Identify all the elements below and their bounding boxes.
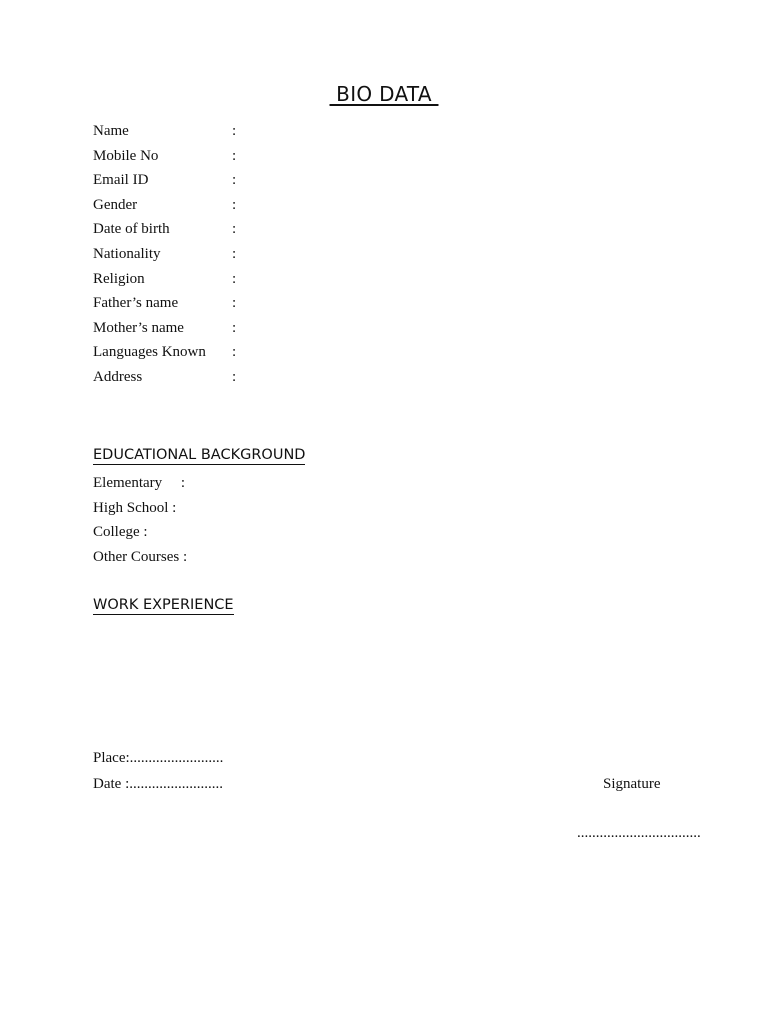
field-label: Religion	[93, 270, 145, 287]
field-row-mother	[93, 318, 393, 343]
field-label: Email ID	[93, 172, 149, 189]
field-label: Date of birth	[93, 221, 170, 238]
signature-line: .................................	[577, 825, 701, 841]
field-colon: :	[232, 245, 237, 262]
field-colon: :	[232, 319, 237, 336]
field-label: Nationality	[93, 245, 161, 262]
field-label: Name	[93, 123, 129, 139]
field-row-address	[93, 367, 393, 392]
field-row-religion	[93, 269, 393, 294]
field-row-name	[93, 121, 393, 146]
education-heading: EDUCATIONAL BACKGROUND	[93, 447, 306, 463]
field-row-gender	[93, 195, 393, 220]
field-label: Father’s name	[93, 295, 179, 312]
field-colon: :	[232, 172, 237, 189]
education-item: Other Courses :	[93, 548, 188, 565]
signature-label: Signature	[603, 776, 661, 792]
work-experience-heading: WORK EXPERIENCE	[93, 597, 234, 613]
field-label: Gender	[93, 196, 138, 213]
education-list	[93, 473, 187, 571]
document-title	[0, 82, 768, 106]
field-label: Address	[93, 368, 143, 385]
title-text: BIO DATA	[329, 82, 439, 106]
field-colon: :	[232, 270, 237, 287]
field-colon: :	[232, 344, 237, 361]
field-label: Languages Known	[93, 344, 206, 361]
place-line: Place:.........................	[93, 750, 224, 766]
field-row-nationality	[93, 244, 393, 269]
date-line: Date :.........................	[93, 776, 223, 792]
field-row-languages	[93, 342, 393, 367]
field-label: Mother’s name	[93, 319, 184, 336]
field-row-dob	[93, 219, 393, 244]
field-row-email	[93, 170, 393, 195]
field-colon: :	[232, 221, 237, 238]
field-colon: :	[232, 147, 237, 164]
field-row-mobile	[93, 146, 393, 171]
education-item: High School :	[93, 499, 177, 516]
field-row-father	[93, 293, 393, 318]
personal-details	[93, 121, 393, 392]
field-colon: :	[232, 196, 237, 213]
education-item: College :	[93, 524, 148, 541]
education-item: Elementary :	[93, 475, 186, 491]
field-label: Mobile No	[93, 147, 159, 164]
field-colon: :	[232, 123, 237, 139]
field-colon: :	[232, 295, 237, 312]
field-colon: :	[232, 368, 237, 385]
